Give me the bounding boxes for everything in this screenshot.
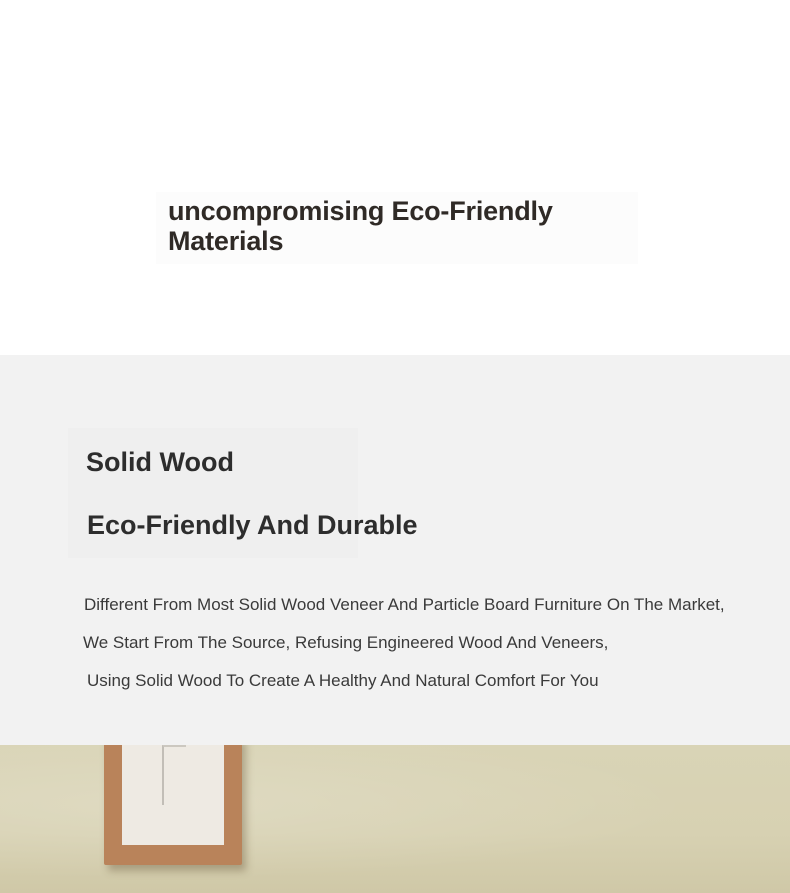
- picture-frame: [104, 745, 242, 865]
- hero-section: [0, 0, 790, 355]
- feature-title: Solid Wood: [86, 447, 234, 477]
- description-line: Using Solid Wood To Create A Healthy And Natural Comfort For You: [87, 671, 599, 690]
- frame-artwork: [122, 745, 224, 845]
- product-photo: [0, 745, 790, 893]
- section-heading: uncompromising Eco-Friendly Materials: [156, 192, 638, 264]
- feature-section: [0, 355, 790, 745]
- calligraphy-mark: [162, 745, 186, 805]
- feature-subtitle: Eco-Friendly And Durable: [87, 510, 418, 540]
- description-line: Different From Most Solid Wood Veneer And Particle Board Furniture On The Market,: [84, 595, 725, 614]
- description-line: We Start From The Source, Refusing Engineered Wood And Veneers,: [83, 633, 609, 652]
